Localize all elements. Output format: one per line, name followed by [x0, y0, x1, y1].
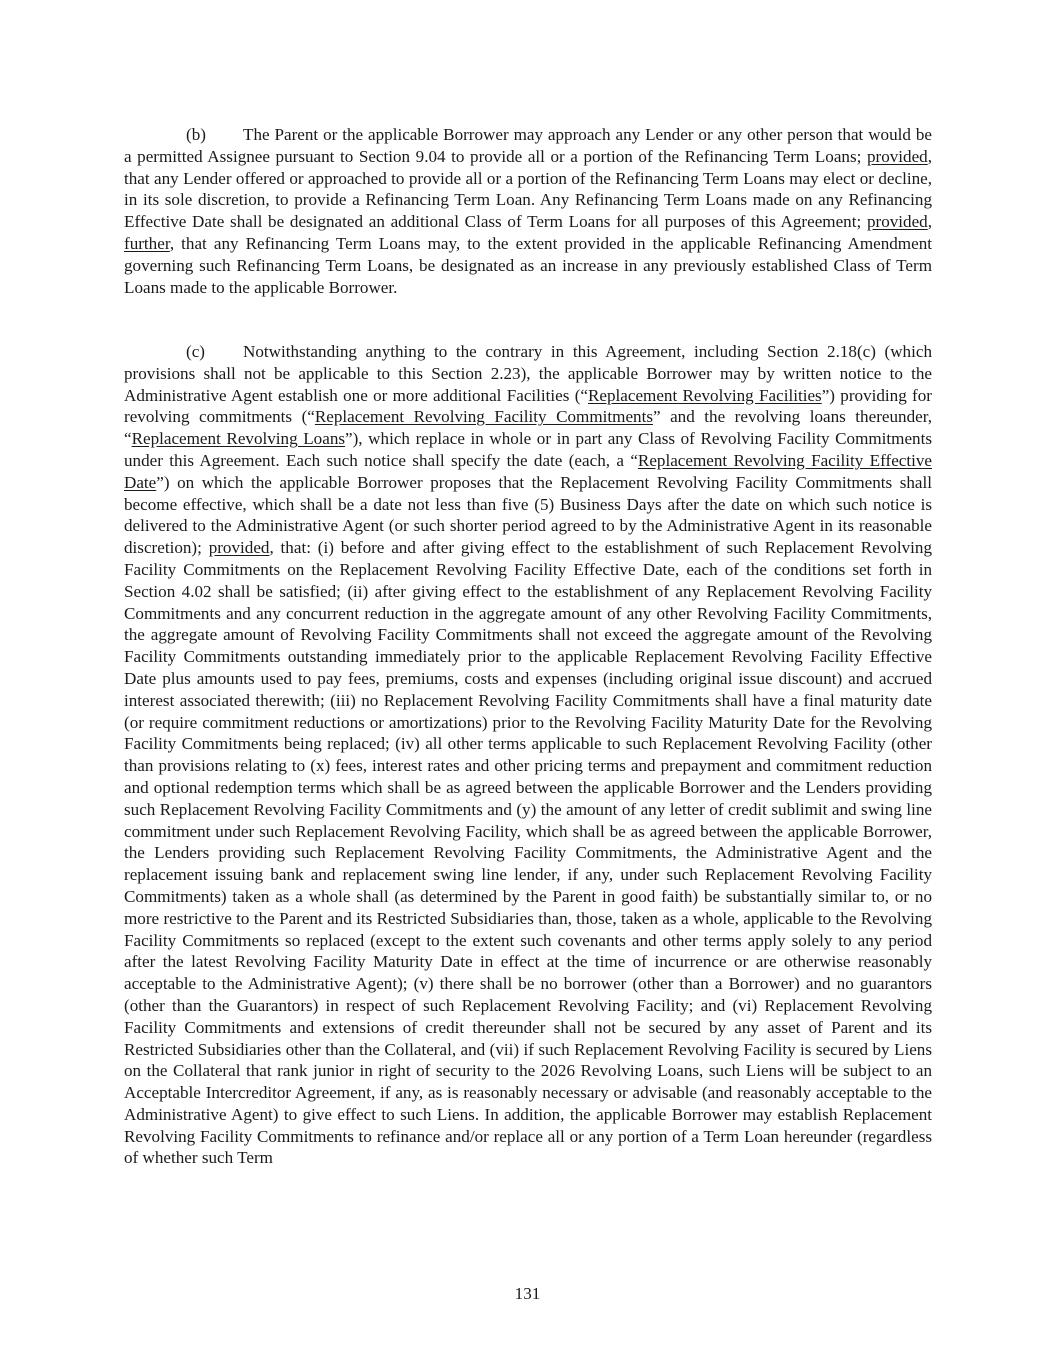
paragraph-c-text-1: Notwithstanding anything to the contrary in this Agreement, including Section 2.18(c) (which provisions shall not be applicable to this Section 2.23), the applicable Borrower may by written notice to the Administrative Agent establish one or more additional Facilities (“: [124, 342, 932, 405]
provided-term: provided: [208, 538, 270, 558]
defined-term-replacement-revolving-facility-commitments: Replacement Revolving Facility Commitments: [314, 407, 653, 427]
paragraph-b-text-2: , that any Lender offered or approached to provide all or a portion of the Refinancing Term Loans may elect or decline, in its sole discretion, to provide a Refinancing Term Loan. Any Refinancing Term Loans made on any Refinancing Effective Date shall be designated an additional Class of Term Loans for all purposes of this Agreement;: [124, 146, 932, 232]
paragraph-c: [124, 341, 932, 1169]
further-term: further: [124, 233, 170, 253]
paragraph-c-text-4: ”), which replace in whole or in part any Class of Revolving Facility Commitments under this Agreement. Each such notice shall specify the date (each, a “: [124, 429, 932, 470]
paragraph-b-text-4: , that any Refinancing Term Loans may, to the extent provided in the applicable Refinancing Amendment governing such Refinancing Term Loans, be designated as an increase in any previously established Class of Term Loans made to the applicable Borrower.: [124, 233, 932, 297]
defined-term-replacement-revolving-facilities: Replacement Revolving Facilities: [587, 385, 822, 405]
paragraph-c-text-5: ”) on which the applicable Borrower proposes that the Replacement Revolving Facility Commitments shall become effective, which shall be a date not less than five (5) Business Days after the date on which such notice is delivered to the Administrative Agent (or such shorter period agreed to by the Administrative Agent in its reasonable discretion);: [124, 472, 932, 558]
paragraph-c-text-6: , that: (i) before and after giving effect to the establishment of such Replacement Revolving Facility Commitments on the Replacement Revolving Facility Effective Date, each of the conditions set forth in Section 4.02 shall be satisfied; (ii) after giving effect to the establishment of any Replacement Revolving Facility Commitments and any concurrent reduction in the aggregate amount of any other Revolving Facility Commitments, the aggregate amount of Revolving Facility Commitments shall not exceed the aggregate amount of the Revolving Facility Commitments outstanding immediately prior to the applicable Replacement Revolving Facility Effective Date plus amounts used to pay fees, premiums, costs and expenses (including original issue discount) and accrued interest associated therewith; (iii) no Replacement Revolving Facility Commitments shall have a final maturity date (or require commitment reductions or amortizations) prior to the Revolving Facility Maturity Date for the Revolving Facility Commitments being replaced; (iv) all other terms applicable to such Replacement Revolving Facility (other than provisions relating to (x) fees, interest rates and other pricing terms and prepayment and commitment reduction and optional redemption terms which shall be as agreed between the applicable Borrower and the Lenders providing such Replacement Revolving Facility Commitments and (y) the amount of any letter of credit sublimit and swing line commitment under such Replacement Revolving Facility, which shall be as agreed between the applicable Borrower, the Lenders providing such Replacement Revolving Facility Commitments, the Administrative Agent and the replacement issuing bank and replacement swing line lender, if any, under such Replacement Revolving Facility Commitments) taken as a whole shall (as determined by the Parent in good faith) be substantially similar to, or no more restrictive to the Parent and its Restricted Subsidiaries than, those, taken as a whole, applicable to the Revolving Facility Commitments so replaced (except to the extent such covenants and other terms apply solely to any period after the latest Revolving Facility Maturity Date in effect at the time of incurrence or are otherwise reasonably acceptable to the Administrative Agent); (v) there shall be no borrower (other than a Borrower) and no guarantors (other than the Guarantors) in respect of such Replacement Revolving Facility; and (vi) Replacement Revolving Facility Commitments and extensions of credit thereunder shall not be secured by any asset of Parent and its Restricted Subsidiaries other than the Collateral, and (vii) if such Replacement Revolving Facility is secured by Liens on the Collateral that rank junior in right of security to the 2026 Revolving Loans, such Liens will be subject to an Acceptable Intercreditor Agreement, if any, as is reasonably necessary or advisable (and reasonably acceptable to the Administrative Agent) to give effect to such Liens. In addition, the applicable Borrower may establish Replacement Revolving Facility Commitments to refinance and/or replace all or any portion of a Term Loan hereunder (regardless of whether such Term: [124, 538, 932, 1168]
paragraph-b-number: (b): [186, 125, 206, 144]
defined-term-replacement-revolving-loans: Replacement Revolving Loans: [131, 429, 346, 449]
page-number: 131: [514, 1284, 541, 1303]
defined-term-replacement-revolving-facility-effective-date: Replacement Revolving Facility Effective Date: [124, 450, 932, 492]
paragraph-c-number: (c): [186, 342, 205, 361]
provided-term: provided: [866, 146, 928, 166]
paragraph-b-text-1: The Parent or the applicable Borrower may approach any Lender or any other person that would be a permitted Assignee pursuant to Section 9.04 to provide all or a portion of the Refinancing Term Loans;: [124, 125, 932, 166]
paragraph-b-text-3: ,: [927, 212, 932, 232]
paragraph-b: [124, 124, 932, 298]
paragraph-c-text-3: ” and the revolving loans thereunder, “: [124, 407, 932, 449]
paragraph-c-text-2: ”) providing for revolving commitments (“: [124, 385, 932, 427]
provided-term: provided: [866, 212, 928, 232]
